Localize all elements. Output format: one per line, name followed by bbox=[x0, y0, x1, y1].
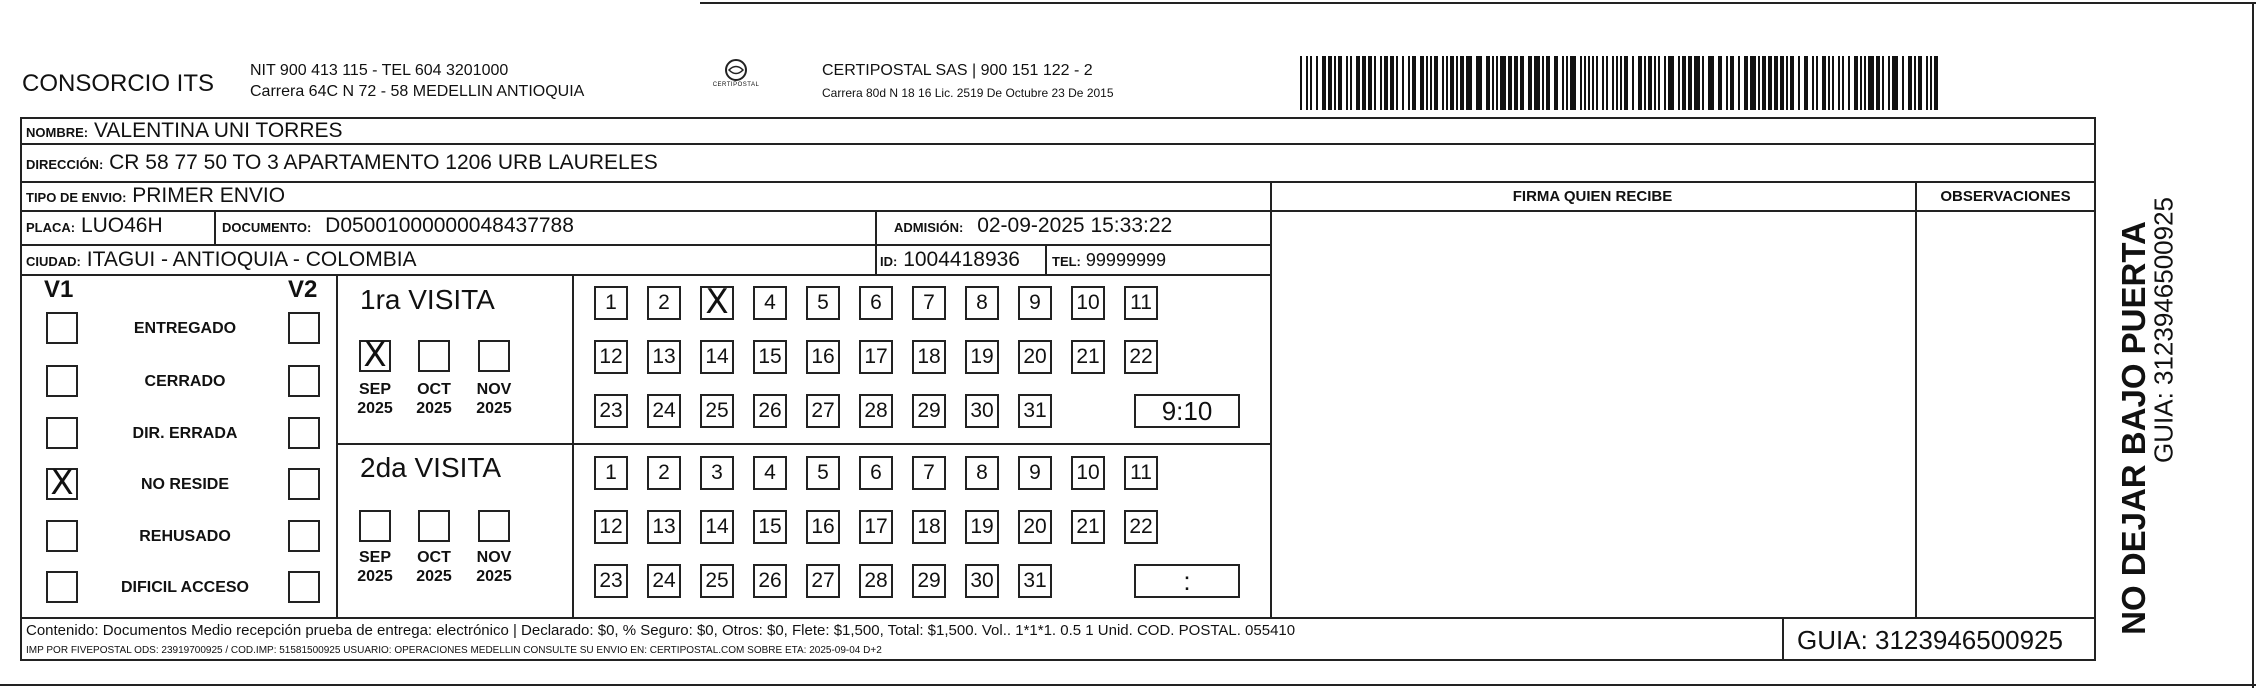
row-line-3 bbox=[20, 210, 2096, 212]
first-visit-day[interactable]: X bbox=[700, 286, 734, 320]
barcode-bar bbox=[1832, 56, 1834, 110]
barcode-bar bbox=[1664, 56, 1666, 110]
first-visit-day[interactable]: 9 bbox=[1018, 286, 1052, 320]
barcode-bar bbox=[1592, 56, 1594, 110]
v1-checkbox[interactable] bbox=[46, 312, 78, 344]
barcode-bar bbox=[1368, 56, 1372, 110]
barcode-bar bbox=[1918, 56, 1922, 110]
barcode-bar bbox=[1654, 56, 1656, 110]
second-visit-day[interactable]: 25 bbox=[700, 564, 734, 598]
second-visit-day[interactable]: 15 bbox=[753, 510, 787, 544]
carrier-license: Carrera 80d N 18 16 Lic. 2519 De Octubre 23 De 2015 bbox=[822, 86, 1114, 100]
first-visit-month-label bbox=[409, 380, 459, 418]
barcode-bar bbox=[1758, 56, 1760, 110]
barcode-bar bbox=[1434, 56, 1438, 110]
direccion-label: DIRECCIÓN: bbox=[26, 157, 104, 172]
second-visit-day[interactable]: 28 bbox=[859, 564, 893, 598]
bottom-border bbox=[0, 684, 2256, 686]
second-visit-day[interactable]: 11 bbox=[1124, 456, 1158, 490]
barcode-bar bbox=[1854, 56, 1858, 110]
barcode-bar bbox=[1466, 56, 1472, 110]
first-visit-month-label bbox=[469, 380, 519, 418]
second-visit-month-checkbox[interactable] bbox=[418, 510, 450, 542]
barcode-bar bbox=[1804, 56, 1808, 110]
barcode-bar bbox=[1780, 56, 1784, 110]
nombre-row bbox=[26, 119, 343, 143]
v2-checkbox[interactable] bbox=[288, 365, 320, 397]
first-visit-day[interactable]: 21 bbox=[1071, 340, 1105, 374]
barcode-bar bbox=[1450, 56, 1454, 110]
carrier-name: CERTIPOSTAL SAS | 900 151 122 - 2 bbox=[822, 62, 1093, 79]
barcode-bar bbox=[1566, 56, 1568, 110]
placa-label: PLACA: bbox=[26, 220, 76, 235]
barcode-bar bbox=[1546, 56, 1550, 110]
second-visit-day[interactable]: 27 bbox=[806, 564, 840, 598]
id-value: 1004418936 bbox=[903, 248, 1020, 271]
barcode-bar bbox=[1390, 56, 1394, 110]
barcode-bar bbox=[1688, 56, 1692, 110]
row-line-footer bbox=[20, 617, 2096, 619]
barcode-bar bbox=[1842, 56, 1844, 110]
first-visit-day[interactable]: 16 bbox=[806, 340, 840, 374]
barcode-bar bbox=[1486, 56, 1490, 110]
month-name: OCT bbox=[417, 381, 451, 398]
row-line-5 bbox=[20, 274, 1271, 276]
footer-guia: GUIA: 3123946500925 bbox=[1797, 625, 2063, 655]
first-visit-day[interactable]: 11 bbox=[1124, 286, 1158, 320]
id-label: ID: bbox=[880, 254, 898, 269]
first-visit-month-checkbox[interactable]: X bbox=[359, 340, 391, 372]
barcode-bar bbox=[1588, 56, 1590, 110]
status-label: REHUSADO bbox=[139, 528, 231, 545]
table-bottom bbox=[20, 659, 2096, 661]
nombre-label: NOMBRE: bbox=[26, 125, 89, 140]
second-visit-day[interactable]: 12 bbox=[594, 510, 628, 544]
table-right bbox=[2094, 117, 2096, 661]
barcode-bar bbox=[1786, 56, 1788, 110]
second-visit-day[interactable]: 9 bbox=[1018, 456, 1052, 490]
barcode-bar bbox=[1768, 56, 1772, 110]
id-row bbox=[880, 248, 1020, 272]
first-visit-day[interactable]: 13 bbox=[647, 340, 681, 374]
nombre-value: VALENTINA UNI TORRES bbox=[93, 119, 343, 142]
company-address: Carrera 64C N 72 - 58 MEDELLIN ANTIOQUIA bbox=[250, 83, 585, 100]
footer-imp: IMP POR FIVEPOSTAL ODS: 23919700925 / COD.IMP: 51581500925 USUARIO: OPERACIONES MEDELLIN CONSULTE SU ENVIO EN: CERTIPOSTAL.COM SOBRE ETA: 2025-09-04 D+2 bbox=[26, 645, 882, 656]
placa-row bbox=[26, 214, 163, 238]
barcode-bar bbox=[1334, 56, 1336, 110]
first-visit-day[interactable]: 31 bbox=[1018, 394, 1052, 428]
second-visit-month-checkbox[interactable] bbox=[359, 510, 391, 542]
barcode-bar bbox=[1430, 56, 1432, 110]
second-visit-day[interactable]: 23 bbox=[594, 564, 628, 598]
barcode-bar bbox=[1442, 56, 1444, 110]
barcode-bar bbox=[1658, 56, 1660, 110]
barcode-bar bbox=[1718, 56, 1722, 110]
second-visit-day[interactable]: 21 bbox=[1071, 510, 1105, 544]
second-visit-day[interactable]: 18 bbox=[912, 510, 946, 544]
barcode-bar bbox=[1402, 56, 1404, 110]
status-label: DIR. ERRADA bbox=[132, 425, 238, 442]
firma-header: FIRMA QUIEN RECIBE bbox=[1512, 188, 1673, 205]
second-visit-day[interactable]: 26 bbox=[753, 564, 787, 598]
barcode-bar bbox=[1584, 56, 1586, 110]
admision-value: 02-09-2025 15:33:22 bbox=[977, 214, 1173, 237]
barcode-bar bbox=[1726, 56, 1728, 110]
col-obs-left bbox=[1915, 181, 1917, 618]
top-border bbox=[700, 2, 2256, 4]
first-visit-day[interactable]: 18 bbox=[912, 340, 946, 374]
first-visit-day[interactable]: 6 bbox=[859, 286, 893, 320]
certipostal-logo-icon bbox=[721, 58, 751, 82]
first-visit-day[interactable]: 26 bbox=[753, 394, 787, 428]
col-placa-doc bbox=[214, 210, 216, 244]
second-visit-day[interactable]: 2 bbox=[647, 456, 681, 490]
barcode-bar bbox=[1730, 56, 1734, 110]
barcode-bar bbox=[1708, 56, 1714, 110]
barcode-bar bbox=[1876, 56, 1880, 110]
barcode-bar bbox=[1648, 56, 1652, 110]
month-year: 2025 bbox=[416, 400, 452, 417]
v2-header: V2 bbox=[288, 276, 318, 303]
barcode-bar bbox=[1798, 56, 1800, 110]
barcode-bar bbox=[1682, 56, 1686, 110]
barcode-bar bbox=[1300, 56, 1302, 110]
second-visit-month-checkbox[interactable] bbox=[478, 510, 510, 542]
status-label: ENTREGADO bbox=[133, 320, 237, 337]
month-year: 2025 bbox=[357, 568, 393, 585]
barcode-bar bbox=[1380, 56, 1382, 110]
barcode-bar bbox=[1408, 56, 1410, 110]
col-id-tel bbox=[1045, 244, 1047, 274]
second-visit-day[interactable]: 4 bbox=[753, 456, 787, 490]
barcode-bar bbox=[1322, 56, 1326, 110]
barcode-bar bbox=[1624, 56, 1628, 110]
status-label: CERRADO bbox=[144, 373, 226, 390]
first-visit-title: 1ra VISITA bbox=[360, 284, 495, 315]
barcode-bar bbox=[1750, 56, 1756, 110]
first-visit-day[interactable]: 4 bbox=[753, 286, 787, 320]
table-left bbox=[20, 117, 22, 661]
tel-value: 99999999 bbox=[1085, 250, 1166, 270]
v2-checkbox[interactable] bbox=[288, 571, 320, 603]
barcode-bar bbox=[1460, 56, 1464, 110]
first-visit-day[interactable]: 2 bbox=[647, 286, 681, 320]
barcode-bar bbox=[1848, 56, 1850, 110]
barcode-bar bbox=[1632, 56, 1634, 110]
barcode-bar bbox=[1384, 56, 1388, 110]
month-name: NOV bbox=[476, 381, 512, 398]
barcode-bar bbox=[1934, 56, 1938, 110]
first-visit-day[interactable]: 7 bbox=[912, 286, 946, 320]
barcode bbox=[1300, 56, 1940, 110]
first-visit-day[interactable]: 15 bbox=[753, 340, 787, 374]
month-year: 2025 bbox=[357, 400, 393, 417]
admision-label: ADMISIÓN: bbox=[894, 220, 964, 235]
first-visit-time-box[interactable]: 9:10 bbox=[1134, 394, 1240, 428]
company-nit-tel: NIT 900 413 115 - TEL 604 3201000 bbox=[250, 62, 509, 79]
barcode-bar bbox=[1774, 56, 1778, 110]
barcode-bar bbox=[1930, 56, 1932, 110]
side-warning: NO DEJAR BAJO PUERTA bbox=[2115, 221, 2152, 635]
barcode-bar bbox=[1616, 56, 1618, 110]
barcode-bar bbox=[1596, 56, 1598, 110]
barcode-bar bbox=[1350, 56, 1352, 110]
ciudad-label: CIUDAD: bbox=[26, 254, 81, 269]
second-visit-day[interactable]: 5 bbox=[806, 456, 840, 490]
barcode-bar bbox=[1902, 56, 1904, 110]
first-visit-day[interactable]: 1 bbox=[594, 286, 628, 320]
barcode-bar bbox=[1500, 56, 1506, 110]
barcode-bar bbox=[1926, 56, 1928, 110]
second-visit-title: 2da VISITA bbox=[360, 452, 502, 483]
first-visit-day[interactable]: 19 bbox=[965, 340, 999, 374]
second-visit-day[interactable]: 31 bbox=[1018, 564, 1052, 598]
first-visit-day[interactable]: 23 bbox=[594, 394, 628, 428]
barcode-bar bbox=[1534, 56, 1540, 110]
second-visit-day[interactable]: 24 bbox=[647, 564, 681, 598]
barcode-bar bbox=[1620, 56, 1622, 110]
direccion-value: CR 58 77 50 TO 3 APARTAMENTO 1206 URB LAURELES bbox=[109, 151, 658, 174]
second-visit-time-box[interactable]: : bbox=[1134, 564, 1240, 598]
barcode-bar bbox=[1602, 56, 1604, 110]
barcode-bar bbox=[1338, 56, 1342, 110]
barcode-bar bbox=[1554, 56, 1558, 110]
row-line-4 bbox=[20, 244, 1271, 246]
second-visit-month-label bbox=[409, 548, 459, 586]
barcode-bar bbox=[1882, 56, 1884, 110]
barcode-bar bbox=[1888, 56, 1890, 110]
barcode-bar bbox=[1362, 56, 1366, 110]
barcode-bar bbox=[1446, 56, 1448, 110]
tel-label: TEL: bbox=[1052, 254, 1081, 269]
first-visit-day[interactable]: 30 bbox=[965, 394, 999, 428]
documento-value: D05001000000048437788 bbox=[325, 214, 574, 237]
first-visit-month-checkbox[interactable] bbox=[418, 340, 450, 372]
footer-contenido: Contenido: Documentos Medio recepción prueba de entrega: electrónico | Declarado: $0, % Seguro: $0, Otros: $0, Flete: $1,500, Total: $1,500. Vol.. 1*1*1. 0.5 1 Unid. COD. POSTAL. 055410 bbox=[26, 622, 1296, 639]
second-visit-day[interactable]: 13 bbox=[647, 510, 681, 544]
first-visit-day[interactable]: 17 bbox=[859, 340, 893, 374]
second-visit-day[interactable]: 10 bbox=[1071, 456, 1105, 490]
first-visit-day[interactable]: 8 bbox=[965, 286, 999, 320]
barcode-bar bbox=[1822, 56, 1826, 110]
barcode-bar bbox=[1412, 56, 1416, 110]
barcode-bar bbox=[1812, 56, 1814, 110]
second-visit-day[interactable]: 20 bbox=[1018, 510, 1052, 544]
v2-checkbox[interactable] bbox=[288, 468, 320, 500]
month-year: 2025 bbox=[476, 400, 512, 417]
barcode-bar bbox=[1520, 56, 1524, 110]
month-name: NOV bbox=[476, 549, 512, 566]
barcode-bar bbox=[1678, 56, 1680, 110]
admision-row bbox=[894, 214, 1172, 238]
first-visit-day[interactable]: 29 bbox=[912, 394, 946, 428]
col-firma-left bbox=[1270, 181, 1272, 618]
second-visit-day[interactable]: 19 bbox=[965, 510, 999, 544]
v1-header: V1 bbox=[44, 276, 74, 303]
barcode-bar bbox=[1892, 56, 1898, 110]
second-visit-day[interactable]: 30 bbox=[965, 564, 999, 598]
first-visit-day[interactable]: 28 bbox=[859, 394, 893, 428]
second-visit-day[interactable]: 6 bbox=[859, 456, 893, 490]
barcode-bar bbox=[1762, 56, 1766, 110]
v1-checkbox[interactable] bbox=[46, 520, 78, 552]
month-name: SEP bbox=[358, 381, 391, 398]
v1-checkbox[interactable] bbox=[46, 571, 78, 603]
barcode-bar bbox=[1346, 56, 1348, 110]
v1-checkbox[interactable] bbox=[46, 417, 78, 449]
barcode-bar bbox=[1644, 56, 1646, 110]
row-line-2 bbox=[20, 181, 2096, 183]
month-year: 2025 bbox=[476, 568, 512, 585]
barcode-bar bbox=[1508, 56, 1512, 110]
second-visit-day[interactable]: 3 bbox=[700, 456, 734, 490]
barcode-bar bbox=[1542, 56, 1544, 110]
barcode-bar bbox=[1570, 56, 1576, 110]
company-name: CONSORCIO ITS bbox=[22, 70, 215, 97]
barcode-bar bbox=[1914, 56, 1916, 110]
first-visit-month-label bbox=[350, 380, 400, 418]
first-visit-day[interactable]: 14 bbox=[700, 340, 734, 374]
first-visit-day[interactable]: 27 bbox=[806, 394, 840, 428]
barcode-bar bbox=[1816, 56, 1818, 110]
v2-checkbox[interactable] bbox=[288, 417, 320, 449]
ciudad-row bbox=[26, 248, 417, 272]
ciudad-value: ITAGUI - ANTIOQUIA - COLOMBIA bbox=[86, 248, 417, 271]
side-guia: GUIA: 3123946500925 bbox=[2148, 197, 2179, 463]
barcode-bar bbox=[1744, 56, 1748, 110]
barcode-bar bbox=[1868, 56, 1874, 110]
barcode-bar bbox=[1426, 56, 1428, 110]
barcode-bar bbox=[1702, 56, 1704, 110]
barcode-bar bbox=[1316, 56, 1318, 110]
first-visit-day[interactable]: 10 bbox=[1071, 286, 1105, 320]
barcode-bar bbox=[1838, 56, 1840, 110]
barcode-bar bbox=[1580, 56, 1582, 110]
second-visit-day[interactable]: 17 bbox=[859, 510, 893, 544]
status-label: DIFICIL ACCESO bbox=[120, 579, 249, 596]
status-label: NO RESIDE bbox=[140, 476, 229, 493]
documento-row bbox=[222, 214, 574, 238]
barcode-bar bbox=[1790, 56, 1794, 110]
second-visit-day[interactable]: 16 bbox=[806, 510, 840, 544]
v1-checkbox[interactable]: X bbox=[46, 468, 78, 500]
documento-label: DOCUMENTO: bbox=[222, 220, 312, 235]
barcode-bar bbox=[1738, 56, 1740, 110]
barcode-bar bbox=[1860, 56, 1862, 110]
barcode-bar bbox=[1496, 56, 1498, 110]
barcode-bar bbox=[1356, 56, 1360, 110]
observaciones-header: OBSERVACIONES bbox=[1940, 188, 2071, 205]
first-visit-day[interactable]: 5 bbox=[806, 286, 840, 320]
barcode-bar bbox=[1638, 56, 1642, 110]
v1-checkbox[interactable] bbox=[46, 365, 78, 397]
second-visit-month-label bbox=[350, 548, 400, 586]
barcode-bar bbox=[1492, 56, 1494, 110]
barcode-bar bbox=[1306, 56, 1308, 110]
v2-checkbox[interactable] bbox=[288, 312, 320, 344]
tipo-envio-row bbox=[26, 184, 285, 208]
first-visit-month-checkbox[interactable] bbox=[478, 340, 510, 372]
barcode-bar bbox=[1514, 56, 1518, 110]
barcode-bar bbox=[1612, 56, 1614, 110]
barcode-bar bbox=[1908, 56, 1912, 110]
row-line-6 bbox=[338, 443, 1271, 445]
second-visit-day[interactable]: 7 bbox=[912, 456, 946, 490]
barcode-bar bbox=[1396, 56, 1398, 110]
tipo-envio-value: PRIMER ENVIO bbox=[132, 184, 286, 207]
first-visit-day[interactable]: 25 bbox=[700, 394, 734, 428]
barcode-bar bbox=[1606, 56, 1608, 110]
direccion-row bbox=[26, 151, 658, 175]
second-visit-day[interactable]: 1 bbox=[594, 456, 628, 490]
certipostal-logo-text: CERTIPOSTAL bbox=[712, 82, 760, 88]
barcode-bar bbox=[1828, 56, 1830, 110]
second-visit-day[interactable]: 29 bbox=[912, 564, 946, 598]
first-visit-day[interactable]: 12 bbox=[594, 340, 628, 374]
first-visit-day[interactable]: 20 bbox=[1018, 340, 1052, 374]
v2-checkbox[interactable] bbox=[288, 520, 320, 552]
month-name: OCT bbox=[417, 549, 451, 566]
col-month-days bbox=[572, 274, 574, 618]
barcode-bar bbox=[1694, 56, 1700, 110]
tipo-envio-label: TIPO DE ENVIO: bbox=[26, 190, 127, 205]
barcode-bar bbox=[1562, 56, 1564, 110]
first-visit-day[interactable]: 24 bbox=[647, 394, 681, 428]
barcode-bar bbox=[1328, 56, 1332, 110]
tel-row bbox=[1052, 250, 1166, 271]
barcode-bar bbox=[1456, 56, 1458, 110]
barcode-bar bbox=[1476, 56, 1482, 110]
second-visit-day[interactable]: 8 bbox=[965, 456, 999, 490]
barcode-bar bbox=[1420, 56, 1424, 110]
barcode-bar bbox=[1374, 56, 1376, 110]
month-year: 2025 bbox=[416, 568, 452, 585]
month-name: SEP bbox=[358, 549, 391, 566]
first-visit-day[interactable]: 22 bbox=[1124, 340, 1158, 374]
certipostal-logo bbox=[708, 58, 764, 98]
barcode-bar bbox=[1864, 56, 1866, 110]
row-line-1 bbox=[20, 143, 2096, 145]
second-visit-day[interactable]: 14 bbox=[700, 510, 734, 544]
placa-value: LUO46H bbox=[80, 214, 163, 237]
second-visit-month-label bbox=[469, 548, 519, 586]
second-visit-day[interactable]: 22 bbox=[1124, 510, 1158, 544]
col-status-visit bbox=[336, 274, 338, 618]
col-footer-guia bbox=[1782, 617, 1784, 661]
col-doc-adm bbox=[875, 210, 877, 274]
barcode-bar bbox=[1528, 56, 1532, 110]
barcode-bar bbox=[1668, 56, 1674, 110]
barcode-bar bbox=[1310, 56, 1312, 110]
right-border bbox=[2252, 2, 2254, 688]
